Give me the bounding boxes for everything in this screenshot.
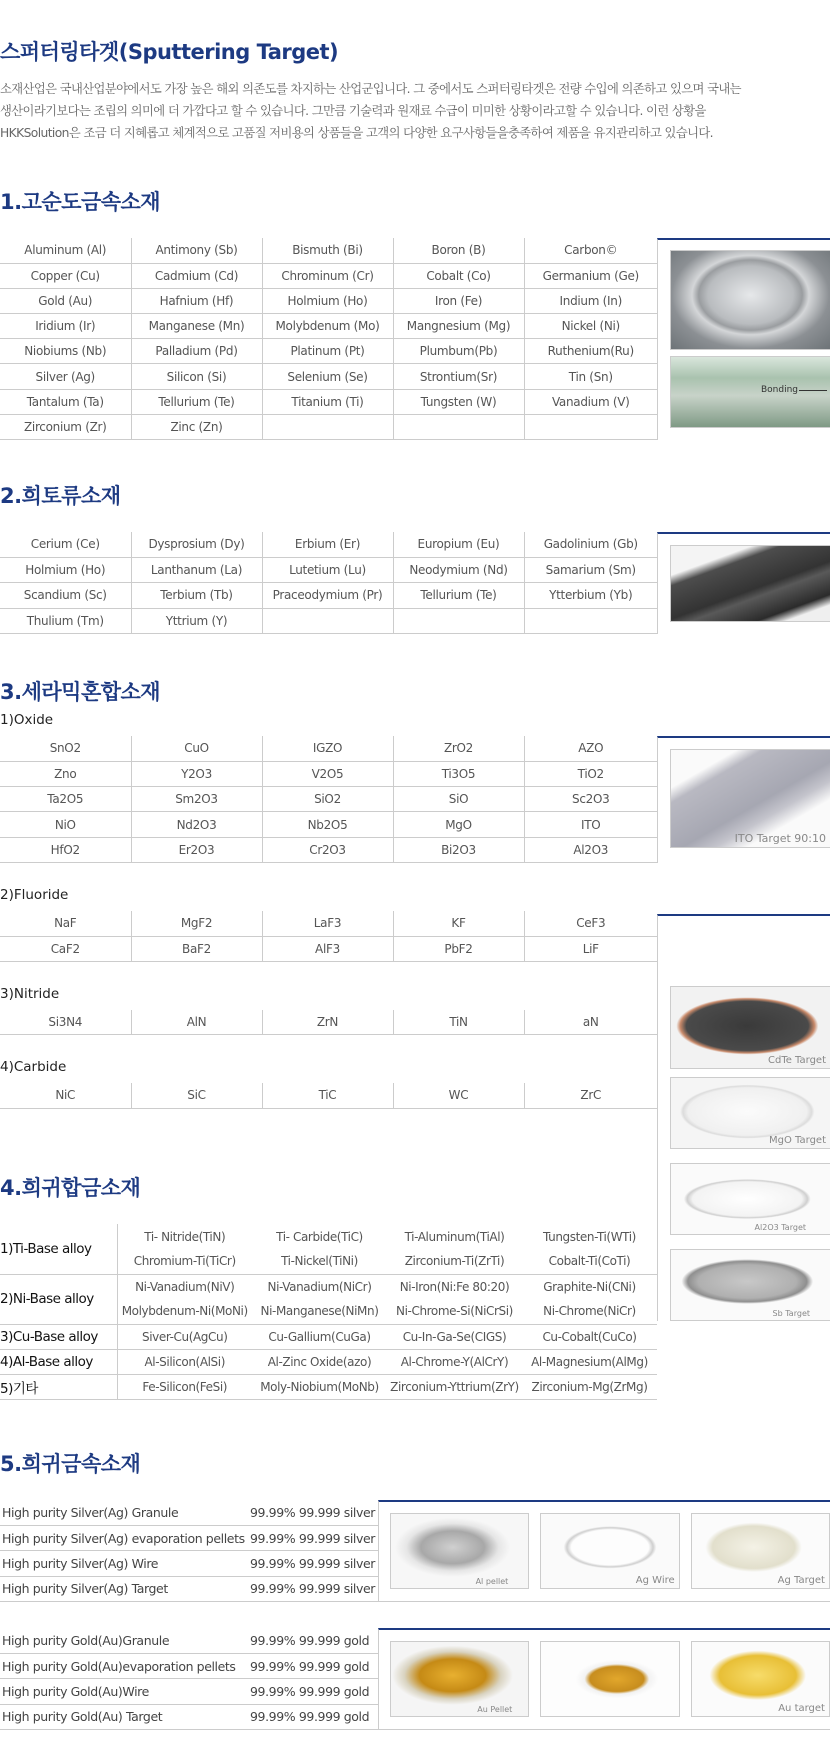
section-title-alloy: 4.희귀합금소재 bbox=[0, 1176, 141, 1200]
table-row bbox=[0, 787, 657, 812]
table-cell: Tin (Sn) bbox=[524, 364, 657, 389]
table-row bbox=[0, 761, 657, 786]
table-cell: Indium (In) bbox=[524, 288, 657, 313]
table-cell: Moly-Niobium(MoNb) bbox=[252, 1374, 387, 1399]
table-cell: Manganese (Mn) bbox=[131, 314, 262, 339]
ceramic-images bbox=[657, 914, 830, 1321]
section-title-rare-earth: 2.희토류소재 bbox=[0, 484, 121, 508]
table-cell: LiF bbox=[524, 936, 657, 961]
table-cell: Cu-In-Ga-Se(CIGS) bbox=[387, 1324, 522, 1349]
table-row bbox=[0, 1679, 378, 1704]
table-cell: Ytterbium (Yb) bbox=[524, 583, 657, 608]
table-cell: AlF3 bbox=[262, 936, 393, 961]
table-cell: Dysprosium (Dy) bbox=[131, 532, 262, 557]
table-cell: Si3N4 bbox=[0, 1010, 131, 1035]
table-cell: Ruthenium(Ru) bbox=[524, 339, 657, 364]
silver-table bbox=[0, 1500, 378, 1602]
table-row bbox=[0, 238, 657, 263]
table-cell: Zirconium-Ti(ZrTi) bbox=[387, 1249, 522, 1274]
table-cell: Holmium (Ho) bbox=[262, 288, 393, 313]
sb-target-image bbox=[670, 1249, 830, 1321]
table-cell: IGZO bbox=[262, 736, 393, 761]
cdte-caption: CdTe Target bbox=[767, 1055, 826, 1066]
table-cell: Cadmium (Cd) bbox=[131, 263, 262, 288]
table-row bbox=[0, 911, 657, 936]
metals-images bbox=[657, 238, 830, 440]
table-row bbox=[0, 314, 657, 339]
table-cell: Iridium (Ir) bbox=[0, 314, 131, 339]
oxide-block bbox=[0, 736, 830, 863]
arrow-icon bbox=[799, 390, 827, 391]
table-row bbox=[0, 364, 657, 389]
table-cell: Palladium (Pd) bbox=[131, 339, 262, 364]
table-cell bbox=[524, 414, 657, 439]
subsection-carbide: 4)Carbide bbox=[0, 1059, 67, 1075]
table-cell: Antimony (Sb) bbox=[131, 238, 262, 263]
table-cell: Scandium (Sc) bbox=[0, 583, 131, 608]
table-cell: 99.99% 99.999 silver bbox=[248, 1500, 378, 1525]
table-cell: KF bbox=[393, 911, 524, 936]
table-cell: High purity Silver(Ag) Wire bbox=[0, 1551, 248, 1576]
table-row bbox=[0, 1576, 378, 1601]
table-cell: Nickel (Ni) bbox=[524, 314, 657, 339]
table-cell: Zirconium-Mg(ZrMg) bbox=[522, 1374, 657, 1399]
table-cell: TiO2 bbox=[524, 761, 657, 786]
table-cell: High purity Gold(Au)evaporation pellets bbox=[0, 1653, 248, 1678]
table-cell: Ni-Vanadium(NiV) bbox=[135, 1279, 235, 1294]
alloy-group-label: 5)기타 bbox=[0, 1374, 117, 1399]
table-cell: 99.99% 99.999 silver bbox=[248, 1576, 378, 1601]
table-cell: Samarium (Sm) bbox=[524, 557, 657, 582]
table-cell: MgO bbox=[393, 812, 524, 837]
table-cell: 99.99% 99.999 gold bbox=[248, 1704, 378, 1729]
table-cell: Lanthanum (La) bbox=[131, 557, 262, 582]
intro-text bbox=[0, 78, 830, 144]
table-cell: Al-Magnesium(AlMg) bbox=[522, 1349, 657, 1374]
subsection-nitride: 3)Nitride bbox=[0, 985, 60, 1002]
table-cell: PbF2 bbox=[393, 936, 524, 961]
oxide-images bbox=[657, 736, 830, 863]
au-pellet-caption: Au Pellet bbox=[477, 1705, 513, 1714]
table-row bbox=[0, 1349, 657, 1374]
alloy-block bbox=[0, 1172, 657, 1400]
carbide-table bbox=[0, 1083, 657, 1109]
gold-table bbox=[0, 1628, 378, 1730]
alloy-group-label: 1)Ti-Base alloy bbox=[0, 1224, 117, 1274]
table-row bbox=[0, 1324, 657, 1349]
table-cell: Hafnium (Hf) bbox=[131, 288, 262, 313]
table-cell: Tungsten-Ti(WTi) bbox=[543, 1229, 636, 1244]
table-row bbox=[0, 608, 657, 633]
table-cell: Molybdenum-Ni(MoNi) bbox=[117, 1299, 252, 1324]
alloy-group-label: 4)Al-Base alloy bbox=[0, 1349, 117, 1374]
table-row bbox=[0, 583, 657, 608]
table-cell: High purity Gold(Au)Granule bbox=[0, 1628, 248, 1653]
table-cell: Ti- Carbide(TiC) bbox=[276, 1229, 363, 1244]
table-row bbox=[0, 736, 657, 761]
table-cell: MgF2 bbox=[131, 911, 262, 936]
table-row bbox=[0, 532, 657, 557]
table-cell: Silver (Ag) bbox=[0, 364, 131, 389]
table-cell: Terbium (Tb) bbox=[131, 583, 262, 608]
table-cell: Tantalum (Ta) bbox=[0, 389, 131, 414]
table-row bbox=[0, 414, 657, 439]
table-row bbox=[0, 263, 657, 288]
table-cell: Sc2O3 bbox=[524, 787, 657, 812]
table-cell: Ti-Nickel(TiNi) bbox=[252, 1249, 387, 1274]
table-cell: ZrC bbox=[524, 1083, 657, 1108]
table-cell: NiO bbox=[0, 812, 131, 837]
table-cell bbox=[262, 414, 393, 439]
table-cell bbox=[262, 608, 393, 633]
table-row bbox=[0, 1274, 657, 1299]
table-row bbox=[0, 1525, 378, 1550]
table-cell: BaF2 bbox=[131, 936, 262, 961]
table-cell: Cu-Gallium(CuGa) bbox=[252, 1324, 387, 1349]
table-cell: Bismuth (Bi) bbox=[262, 238, 393, 263]
table-cell: 99.99% 99.999 gold bbox=[248, 1653, 378, 1678]
ag-target-image bbox=[691, 1513, 830, 1589]
ag-pellet-image bbox=[390, 1513, 529, 1589]
table-cell: Mangnesium (Mg) bbox=[393, 314, 524, 339]
table-cell: HfO2 bbox=[0, 837, 131, 862]
table-row bbox=[0, 288, 657, 313]
bonded-target-image bbox=[670, 356, 830, 428]
fluoride-table bbox=[0, 911, 657, 962]
table-cell: Al-Zinc Oxide(azo) bbox=[252, 1349, 387, 1374]
table-cell: Cu-Cobalt(CuCo) bbox=[522, 1324, 657, 1349]
precious-block bbox=[0, 1448, 830, 1730]
table-cell: 99.99% 99.999 gold bbox=[248, 1679, 378, 1704]
intro-line: 생산이라기보다는 조립의 의미에 더 가깝다고 할 수 있습니다. 그만큼 기술력과 원재료 수급이 미미한 상황이라고할 수 있습니다. 이런 상황을 bbox=[0, 104, 706, 118]
table-cell: Zno bbox=[0, 761, 131, 786]
table-cell: Europium (Eu) bbox=[393, 532, 524, 557]
table-cell: SiO2 bbox=[262, 787, 393, 812]
table-row bbox=[0, 557, 657, 582]
table-cell: Al2O3 bbox=[524, 837, 657, 862]
table-cell: Chrominum (Cr) bbox=[262, 263, 393, 288]
table-cell: 99.99% 99.999 gold bbox=[248, 1628, 378, 1653]
table-cell: Ta2O5 bbox=[0, 787, 131, 812]
table-cell: Siver-Cu(AgCu) bbox=[117, 1324, 252, 1349]
table-row bbox=[0, 389, 657, 414]
table-cell: WC bbox=[393, 1083, 524, 1108]
table-cell: Yttrium (Y) bbox=[131, 608, 262, 633]
rare-earth-table bbox=[0, 532, 657, 634]
table-cell: Ti- Nitride(TiN) bbox=[144, 1229, 226, 1244]
subsection-oxide: 1)Oxide bbox=[0, 712, 54, 728]
table-cell: CeF3 bbox=[524, 911, 657, 936]
table-cell: Zirconium-Yttrium(ZrY) bbox=[387, 1374, 522, 1399]
section-title-ceramic: 3.세라믹혼합소재 bbox=[0, 680, 161, 704]
table-cell: TiC bbox=[262, 1083, 393, 1108]
metals-block bbox=[0, 238, 830, 440]
table-cell: Y2O3 bbox=[131, 761, 262, 786]
nitride-table bbox=[0, 1010, 657, 1036]
table-row bbox=[0, 1628, 378, 1653]
ag-target-caption: Ag Target bbox=[777, 1575, 825, 1586]
table-cell: Al-Silicon(AlSi) bbox=[117, 1349, 252, 1374]
table-cell: Molybdenum (Mo) bbox=[262, 314, 393, 339]
au-wire-image bbox=[540, 1641, 679, 1717]
table-cell: CuO bbox=[131, 736, 262, 761]
table-cell: TiN bbox=[393, 1010, 524, 1035]
ito-target-image bbox=[670, 749, 830, 848]
table-cell: CaF2 bbox=[0, 936, 131, 961]
table-cell: 99.99% 99.999 silver bbox=[248, 1525, 378, 1550]
table-cell: Zirconium (Zr) bbox=[0, 414, 131, 439]
table-row bbox=[0, 1083, 657, 1108]
table-row bbox=[0, 1704, 378, 1729]
table-cell: Platinum (Pt) bbox=[262, 339, 393, 364]
table-row bbox=[0, 837, 657, 862]
table-cell: Fe-Silicon(FeSi) bbox=[117, 1374, 252, 1399]
section-title-metals: 1.고순도금속소재 bbox=[0, 190, 161, 214]
table-cell: High purity Gold(Au)Wire bbox=[0, 1679, 248, 1704]
table-row bbox=[0, 339, 657, 364]
table-cell: Tellurium (Te) bbox=[393, 583, 524, 608]
table-cell: AlN bbox=[131, 1010, 262, 1035]
alloy-table bbox=[0, 1224, 657, 1400]
table-cell: Tungsten (W) bbox=[393, 389, 524, 414]
table-cell: Nd2O3 bbox=[131, 812, 262, 837]
alloy-group-label: 3)Cu-Base alloy bbox=[0, 1324, 117, 1349]
table-cell: Lutetium (Lu) bbox=[262, 557, 393, 582]
table-cell: Selenium (Se) bbox=[262, 364, 393, 389]
bonding-label: Bonding bbox=[761, 385, 799, 395]
gold-images bbox=[378, 1628, 830, 1730]
table-cell: Sm2O3 bbox=[131, 787, 262, 812]
au-target-image bbox=[691, 1641, 830, 1717]
table-cell: Zinc (Zn) bbox=[131, 414, 262, 439]
table-cell: Cobalt (Co) bbox=[393, 263, 524, 288]
mgo-target-image bbox=[670, 1077, 830, 1149]
table-row bbox=[0, 1374, 657, 1399]
table-cell: SiO bbox=[393, 787, 524, 812]
table-cell: Carbon© bbox=[524, 238, 657, 263]
table-cell: Gadolinium (Gb) bbox=[524, 532, 657, 557]
table-cell: LaF3 bbox=[262, 911, 393, 936]
table-row bbox=[0, 1224, 657, 1249]
table-cell: Er2O3 bbox=[131, 837, 262, 862]
table-cell: Ni-Chrome(NiCr) bbox=[522, 1299, 657, 1324]
table-cell: Titanium (Ti) bbox=[262, 389, 393, 414]
table-cell: Praceodymium (Pr) bbox=[262, 583, 393, 608]
table-cell: Iron (Fe) bbox=[393, 288, 524, 313]
table-cell: Bi2O3 bbox=[393, 837, 524, 862]
au-target-caption: Au target bbox=[778, 1703, 825, 1714]
metal-disc-image bbox=[670, 250, 830, 350]
metals-table bbox=[0, 238, 657, 440]
table-cell: ITO bbox=[524, 812, 657, 837]
table-cell: Nb2O5 bbox=[262, 812, 393, 837]
au-pellet-image bbox=[390, 1641, 529, 1717]
table-cell: Ti-Aluminum(TiAl) bbox=[404, 1229, 505, 1244]
rare-earth-block bbox=[0, 532, 830, 634]
table-cell: Ni-Iron(Ni:Fe 80:20) bbox=[399, 1279, 510, 1294]
table-cell: Ni-Chrome-Si(NiCrSi) bbox=[387, 1299, 522, 1324]
oxide-table bbox=[0, 736, 657, 863]
table-cell: Ni-Manganese(NiMn) bbox=[252, 1299, 387, 1324]
page bbox=[0, 36, 830, 1725]
table-cell bbox=[393, 608, 524, 633]
table-cell: Cerium (Ce) bbox=[0, 532, 131, 557]
al2o3-caption: Al2O3 Target bbox=[754, 1223, 806, 1232]
ag-wire-caption: Ag Wire bbox=[635, 1575, 675, 1586]
silver-images bbox=[378, 1500, 830, 1602]
table-cell: Al-Chrome-Y(AlCrY) bbox=[387, 1349, 522, 1374]
rare-earth-plate-image bbox=[670, 545, 830, 622]
table-cell: Niobiums (Nb) bbox=[0, 339, 131, 364]
table-cell bbox=[524, 608, 657, 633]
table-cell: Strontium(Sr) bbox=[393, 364, 524, 389]
table-cell: Cobalt-Ti(CoTi) bbox=[522, 1249, 657, 1274]
al2o3-target-image bbox=[670, 1163, 830, 1235]
table-cell: Tellurium (Te) bbox=[131, 389, 262, 414]
table-cell: Holmium (Ho) bbox=[0, 557, 131, 582]
sb-caption: Sb Target bbox=[772, 1309, 810, 1318]
table-row bbox=[0, 812, 657, 837]
table-cell: Aluminum (Al) bbox=[0, 238, 131, 263]
table-cell: Boron (B) bbox=[393, 238, 524, 263]
table-cell: ZrO2 bbox=[393, 736, 524, 761]
table-cell: SnO2 bbox=[0, 736, 131, 761]
table-cell: SiC bbox=[131, 1083, 262, 1108]
table-cell: 99.99% 99.999 silver bbox=[248, 1551, 378, 1576]
table-cell: High purity Silver(Ag) Granule bbox=[0, 1500, 248, 1525]
intro-line: HKKSolution은 조금 더 지혜롭고 체계적으로 고품질 저비용의 상품들을 고객의 다양한 요구사항들을충족하여 제품을 유지관리하고 있습니다. bbox=[0, 126, 713, 140]
table-row bbox=[0, 1551, 378, 1576]
table-cell: Germanium (Ge) bbox=[524, 263, 657, 288]
silver-block bbox=[0, 1500, 830, 1602]
table-cell: Graphite-Ni(CNi) bbox=[543, 1279, 636, 1294]
table-cell: High purity Silver(Ag) evaporation pellets bbox=[0, 1525, 248, 1550]
alloy-group-label: 2)Ni-Base alloy bbox=[0, 1274, 117, 1324]
ag-pellet-caption: Al pellet bbox=[475, 1577, 509, 1586]
page-title: 스퍼터링타겟(Sputtering Target) bbox=[0, 40, 339, 64]
table-cell: Erbium (Er) bbox=[262, 532, 393, 557]
table-cell: Cr2O3 bbox=[262, 837, 393, 862]
table-cell: Ti3O5 bbox=[393, 761, 524, 786]
table-cell: High purity Gold(Au) Target bbox=[0, 1704, 248, 1729]
table-cell: Chromium-Ti(TiCr) bbox=[117, 1249, 252, 1274]
subsection-fluoride: 2)Fluoride bbox=[0, 887, 69, 903]
table-row bbox=[0, 936, 657, 961]
table-cell: NaF bbox=[0, 911, 131, 936]
table-cell: Plumbum(Pb) bbox=[393, 339, 524, 364]
table-cell: Vanadium (V) bbox=[524, 389, 657, 414]
table-cell bbox=[393, 414, 524, 439]
ag-wire-image bbox=[540, 1513, 679, 1589]
table-row bbox=[0, 1500, 378, 1525]
intro-line: 소재산업은 국내산업분야에서도 가장 높은 해외 의존도를 차지하는 산업군입니다. 그 중에서도 스퍼터링타겟은 전량 수입에 의존하고 있으며 국내는 bbox=[0, 82, 741, 96]
table-cell: Copper (Cu) bbox=[0, 263, 131, 288]
table-cell: aN bbox=[524, 1010, 657, 1035]
ito-caption: ITO Target 90:10 bbox=[734, 832, 826, 845]
mgo-caption: MgO Target bbox=[769, 1135, 826, 1146]
table-row bbox=[0, 1010, 657, 1035]
table-cell: NiC bbox=[0, 1083, 131, 1108]
gold-block bbox=[0, 1628, 830, 1730]
table-cell: Thulium (Tm) bbox=[0, 608, 131, 633]
cdte-target-image bbox=[670, 986, 830, 1069]
section-title-precious: 5.희귀금속소재 bbox=[0, 1452, 141, 1476]
table-cell: Silicon (Si) bbox=[131, 364, 262, 389]
table-cell: AZO bbox=[524, 736, 657, 761]
table-cell: High purity Silver(Ag) Target bbox=[0, 1576, 248, 1601]
table-row bbox=[0, 1653, 378, 1678]
table-cell: Neodymium (Nd) bbox=[393, 557, 524, 582]
table-cell: Ni-Vanadium(NiCr) bbox=[267, 1279, 372, 1294]
table-cell: ZrN bbox=[262, 1010, 393, 1035]
table-cell: V2O5 bbox=[262, 761, 393, 786]
rare-earth-images bbox=[657, 532, 830, 634]
table-cell: Gold (Au) bbox=[0, 288, 131, 313]
